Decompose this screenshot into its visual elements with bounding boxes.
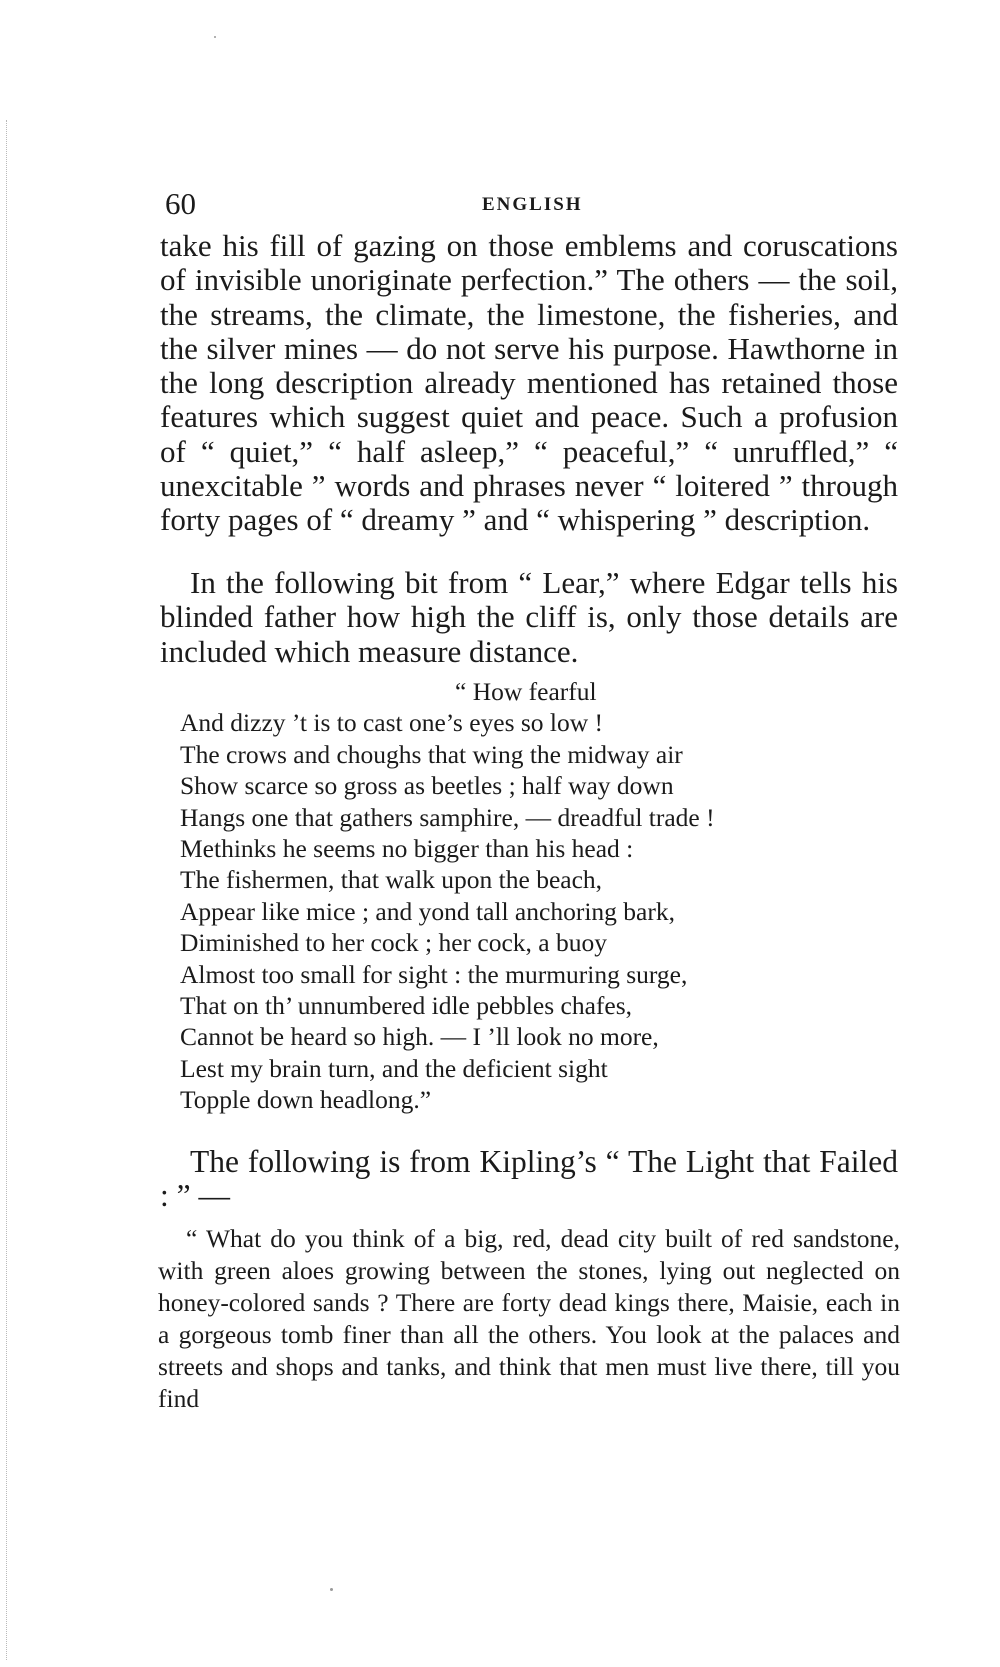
verse-line: Show scarce so gross as beetles ; half way down xyxy=(180,771,674,801)
page-header xyxy=(165,186,905,226)
kipling-prose-quotation: “ What do you think of a big, red, dead city built of red sandstone, with green aloes growing between the stones, lying out neglected on honey-colored sands ? There are forty dead kings there, Maisie, each in a gorgeous tomb finer than all the others. You look at the palaces and streets and shops and tanks, and think that men must live there, till you find xyxy=(158,1224,900,1413)
verse-line: Hangs one that gathers samphire, — dreadful trade ! xyxy=(180,802,715,832)
verse-line: Diminished to her cock ; her cock, a buoy xyxy=(180,928,608,958)
paragraph-kipling-intro: The following is from Kipling’s “ The Light that Failed : ” — xyxy=(160,1144,898,1213)
verse-line: Appear like mice ; and yond tall anchoring bark, xyxy=(180,896,675,926)
verse-line: Lest my brain turn, and the deficient sight xyxy=(180,1053,608,1083)
verse-line: “ How fearful xyxy=(455,677,597,706)
page-edge-binding xyxy=(6,120,9,1660)
verse-line: The crows and choughs that wing the midway air xyxy=(180,739,683,769)
verse-line: Cannot be heard so high. — I ’ll look no more, xyxy=(180,1022,659,1052)
paragraph-lear-intro: In the following bit from “ Lear,” where Edgar tells his blinded father how high the cliff is, only those details are included which measure distance. xyxy=(160,565,898,669)
verse-line: And dizzy ’t is to cast one’s eyes so low ! xyxy=(180,708,604,738)
verse-line: Topple down headlong.” xyxy=(180,1085,432,1115)
print-speck xyxy=(214,36,216,38)
verse-line: The fishermen, that walk upon the beach, xyxy=(180,865,603,895)
verse-line: Methinks he seems no bigger than his head : xyxy=(180,834,634,864)
paragraph-hawthorne: take his fill of gazing on those emblems and coruscations of invisible unoriginate perfection.” The others — the soil, the streams, the climate, the limestone, the fisheries, and the silver mines — do not serve his purpose. Hawthorne in the long description already mentioned has retained those features which suggest quiet and peace. Such a profusion of “ quiet,” “ half asleep,” “ peaceful,” “ unruffled,” “ unexcitable ” words and phrases never “ loitered ” through forty pages of “ dreamy ” and “ whispering ” description. xyxy=(160,228,898,538)
print-speck xyxy=(330,1588,333,1591)
verse-line: That on th’ unnumbered idle pebbles chafes, xyxy=(180,991,633,1021)
lear-verse-quotation xyxy=(180,676,900,1116)
verse-line: Almost too small for sight : the murmuring surge, xyxy=(180,959,688,989)
page-number: 60 xyxy=(165,186,196,221)
running-head: ENGLISH xyxy=(482,194,583,215)
